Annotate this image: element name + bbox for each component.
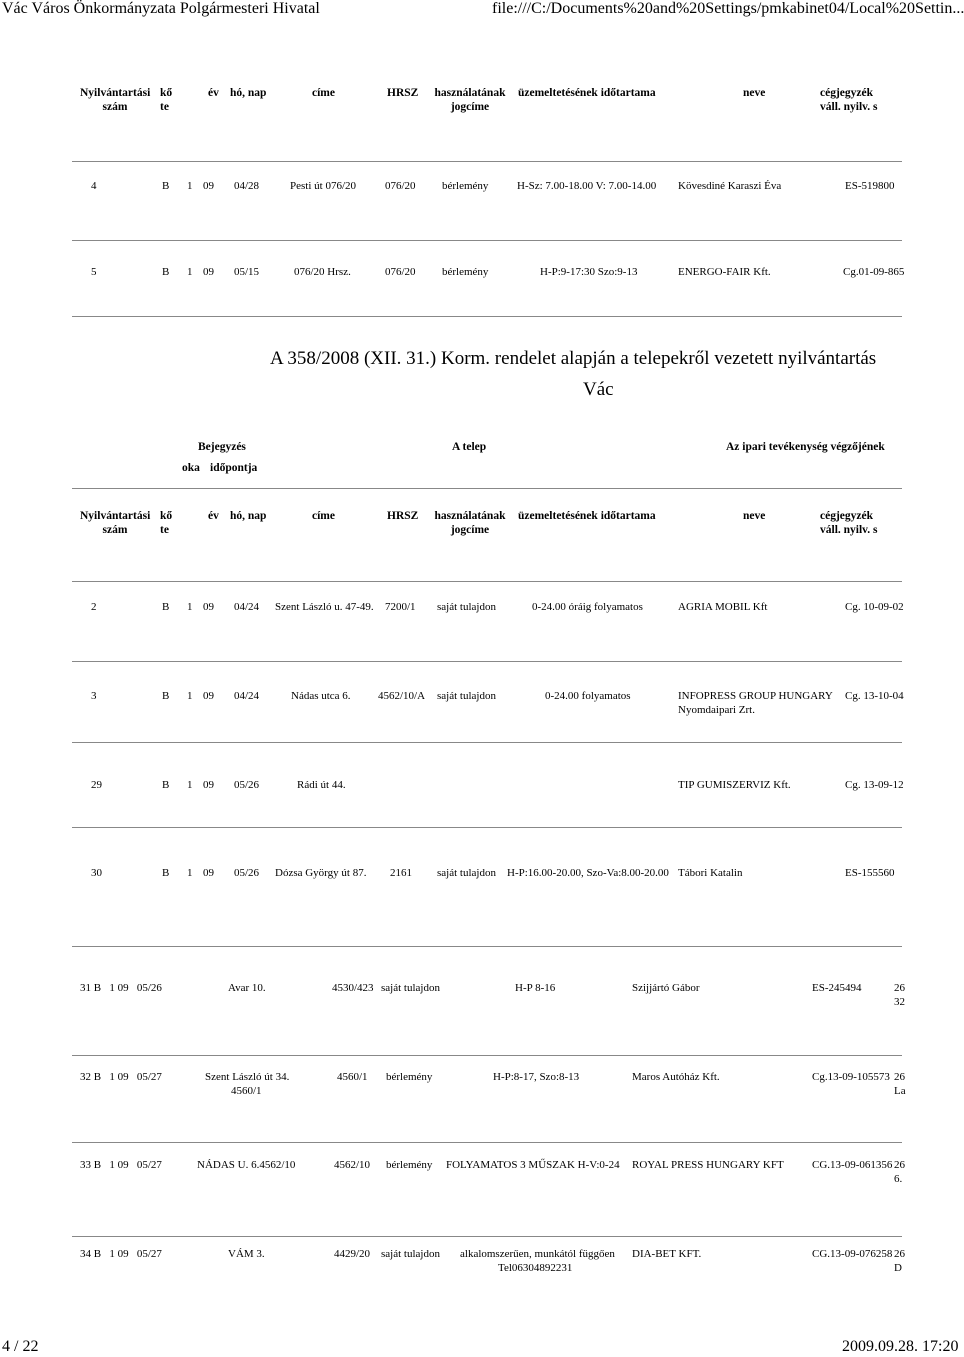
cell-neve: Kövesdiné Karaszi Éva bbox=[678, 180, 782, 192]
cell-cime: Dózsa György út 87. bbox=[275, 867, 367, 879]
cell-one: 1 bbox=[187, 690, 193, 702]
header-vall-nyilv: váll. nyilv. s bbox=[820, 101, 878, 113]
cell-cegjegyzek: Cg.01-09-865 bbox=[843, 266, 905, 278]
cell-cime: Rádi út 44. bbox=[297, 779, 346, 791]
header-jogcime: jogcíme bbox=[450, 101, 490, 113]
cell-cegjegyzek: Cg. 10-09-02 bbox=[845, 601, 904, 613]
cell-ho-nap: 05/26 bbox=[234, 779, 260, 791]
divider bbox=[72, 1142, 902, 1143]
cell-cegjegyzek: ES-155560 bbox=[845, 867, 895, 879]
divider bbox=[72, 581, 902, 582]
cell-one: 1 bbox=[187, 266, 193, 278]
cell-neve: TIP GUMISZERVIZ Kft. bbox=[678, 779, 791, 791]
cell-uzemeltetes: H-P:16.00-20.00, Szo-Va:8.00-20.00 bbox=[507, 867, 669, 879]
cell-ev: 09 bbox=[203, 867, 214, 879]
cell-cegjegyzek: Cg.13-09-105573 bbox=[812, 1071, 890, 1083]
cell-neve: DIA-BET KFT. bbox=[632, 1248, 702, 1260]
header-neve: neve bbox=[743, 87, 766, 99]
cell-hrsz: 4562/10 bbox=[334, 1159, 371, 1171]
cell-b: B bbox=[162, 779, 170, 791]
cell-no: 5 bbox=[91, 266, 97, 278]
cell-no: 2 bbox=[91, 601, 97, 613]
cell-hrsz: 4429/20 bbox=[334, 1248, 371, 1260]
cell-cime: NÁDAS U. 6.4562/10 bbox=[197, 1159, 296, 1171]
cell-hrsz: 2161 bbox=[390, 867, 412, 879]
header-ev: év bbox=[208, 87, 219, 99]
header-nyilvantartasi: Nyilvántartási bbox=[80, 87, 151, 99]
cell-ho-nap: 05/26 bbox=[234, 867, 260, 879]
header-cime: címe bbox=[312, 510, 335, 522]
cell-ho-nap: 04/24 bbox=[234, 601, 260, 613]
group-header-bejegyzes: Bejegyzés bbox=[198, 441, 246, 453]
header-neve: neve bbox=[743, 510, 766, 522]
cell-uzemeltetes: H-Sz: 7.00-18.00 V: 7.00-14.00 bbox=[517, 180, 657, 192]
section-city: Vác bbox=[583, 379, 614, 400]
cell-one: 1 bbox=[187, 867, 193, 879]
cell-cegjegyzek: CG.13-09-061356 bbox=[812, 1159, 893, 1171]
header-ho-nap: hó, nap bbox=[230, 510, 267, 522]
cell-ev: 09 bbox=[203, 779, 214, 791]
divider bbox=[72, 827, 902, 828]
cell-no: 29 bbox=[91, 779, 102, 791]
divider bbox=[72, 946, 902, 947]
cell-jogcime: bérlemény bbox=[442, 266, 489, 278]
page-counter: 4 / 22 bbox=[2, 1338, 39, 1355]
browser-page-url: file:///C:/Documents%20and%20Settings/pmkabinet04/Local%20Settin... bbox=[492, 0, 964, 17]
header-hrsz: HRSZ bbox=[387, 87, 419, 99]
cell-tail: 26 bbox=[894, 1071, 905, 1083]
cell-no: 4 bbox=[91, 180, 97, 192]
cell-cegjegyzek: Cg. 13-10-04 bbox=[845, 690, 904, 702]
group-header-ipari: Az ipari tevékenység végzőjének bbox=[726, 441, 885, 453]
print-datetime: 2009.09.28. 17:20 bbox=[842, 1338, 959, 1355]
cell-uzemeltetes-line2: Tel06304892231 bbox=[498, 1262, 573, 1274]
cell-row-lead: 34 B 1 09 05/27 bbox=[80, 1248, 162, 1260]
cell-hrsz: 076/20 bbox=[385, 180, 416, 192]
cell-jogcime: saját tulajdon bbox=[437, 690, 496, 702]
cell-uzemeltetes: H-P 8-16 bbox=[515, 982, 556, 994]
subheader-idopontja: időpontja bbox=[210, 462, 258, 474]
header-uzemeltetes: üzemeltetésének időtartama bbox=[518, 87, 656, 99]
header-cegjegyzek: cégjegyzék bbox=[820, 87, 873, 99]
cell-jogcime: saját tulajdon bbox=[381, 1248, 440, 1260]
cell-no: 30 bbox=[91, 867, 102, 879]
header-jogcime: jogcíme bbox=[450, 524, 490, 536]
cell-jogcime: saját tulajdon bbox=[381, 982, 440, 994]
cell-tail-line2: La bbox=[894, 1085, 906, 1097]
header-ho-nap: hó, nap bbox=[230, 87, 267, 99]
cell-row-lead: 33 B 1 09 05/27 bbox=[80, 1159, 162, 1171]
cell-neve: Maros Autóház Kft. bbox=[632, 1071, 720, 1083]
cell-neve: Tábori Katalin bbox=[678, 867, 743, 879]
header-cegjegyzek: cégjegyzék bbox=[820, 510, 873, 522]
cell-cime: Pesti út 076/20 bbox=[290, 180, 357, 192]
cell-tail: 26 bbox=[894, 982, 905, 994]
header-te: te bbox=[160, 101, 169, 113]
header-hasznalatanak: használatának bbox=[434, 87, 506, 99]
subheader-oka: oka bbox=[182, 462, 200, 474]
section-title: A 358/2008 (XII. 31.) Korm. rendelet alapján a telepekről vezetett nyilvántartás bbox=[270, 348, 877, 369]
header-ko: kő bbox=[160, 510, 173, 522]
cell-cegjegyzek: ES-245494 bbox=[812, 982, 862, 994]
cell-cime-line2: 4560/1 bbox=[231, 1085, 262, 1097]
header-szam: szám bbox=[102, 524, 128, 536]
cell-jogcime: saját tulajdon bbox=[437, 867, 496, 879]
cell-b: B bbox=[162, 266, 170, 278]
cell-hrsz: 4530/423 bbox=[332, 982, 374, 994]
cell-neve-line2: Nyomdaipari Zrt. bbox=[678, 704, 755, 716]
cell-b: B bbox=[162, 690, 170, 702]
cell-cime: Szent László u. 47-49. bbox=[275, 601, 374, 613]
header-uzemeltetes: üzemeltetésének időtartama bbox=[518, 510, 656, 522]
cell-one: 1 bbox=[187, 601, 193, 613]
cell-uzemeltetes: H-P:8-17, Szo:8-13 bbox=[493, 1071, 580, 1083]
cell-jogcime: saját tulajdon bbox=[437, 601, 496, 613]
cell-ev: 09 bbox=[203, 266, 214, 278]
cell-one: 1 bbox=[187, 779, 193, 791]
header-nyilvantartasi: Nyilvántartási bbox=[80, 510, 151, 522]
cell-row-lead: 31 B 1 09 05/26 bbox=[80, 982, 162, 994]
cell-uzemeltetes: H-P:9-17:30 Szo:9-13 bbox=[540, 266, 638, 278]
header-vall-nyilv: váll. nyilv. s bbox=[820, 524, 878, 536]
cell-hrsz: 076/20 bbox=[385, 266, 416, 278]
divider bbox=[72, 742, 902, 743]
cell-cime: Nádas utca 6. bbox=[291, 690, 351, 702]
divider bbox=[72, 1055, 902, 1056]
cell-tail-line2: 32 bbox=[894, 996, 905, 1008]
cell-neve: Szijjártó Gábor bbox=[632, 982, 700, 994]
header-cime: címe bbox=[312, 87, 335, 99]
cell-ev: 09 bbox=[203, 601, 214, 613]
header-szam: szám bbox=[102, 101, 128, 113]
cell-hrsz: 7200/1 bbox=[385, 601, 416, 613]
cell-ho-nap: 04/28 bbox=[234, 180, 260, 192]
cell-hrsz: 4562/10/A bbox=[378, 690, 426, 702]
cell-jogcime: bérlemény bbox=[386, 1071, 433, 1083]
cell-neve: INFOPRESS GROUP HUNGARY bbox=[678, 690, 833, 702]
divider bbox=[72, 161, 902, 162]
cell-tail-line2: 6. bbox=[894, 1173, 903, 1185]
cell-tail: 26 bbox=[894, 1159, 905, 1171]
cell-uzemeltetes: 0-24.00 folyamatos bbox=[545, 690, 631, 702]
divider bbox=[72, 661, 902, 662]
cell-ev: 09 bbox=[203, 180, 214, 192]
header-ev: év bbox=[208, 510, 219, 522]
cell-tail: 26 bbox=[894, 1248, 905, 1260]
cell-neve: ROYAL PRESS HUNGARY KFT bbox=[632, 1159, 784, 1171]
cell-one: 1 bbox=[187, 180, 193, 192]
cell-b: B bbox=[162, 867, 170, 879]
divider bbox=[72, 1236, 902, 1237]
cell-ev: 09 bbox=[203, 690, 214, 702]
cell-cegjegyzek: CG.13-09-076258 bbox=[812, 1248, 893, 1260]
cell-cegjegyzek: ES-519800 bbox=[845, 180, 895, 192]
cell-cegjegyzek: Cg. 13-09-12 bbox=[845, 779, 904, 791]
cell-ho-nap: 05/15 bbox=[234, 266, 260, 278]
cell-cime: Avar 10. bbox=[228, 982, 266, 994]
divider bbox=[72, 240, 902, 241]
divider bbox=[72, 316, 902, 317]
cell-no: 3 bbox=[91, 690, 97, 702]
cell-jogcime: bérlemény bbox=[442, 180, 489, 192]
cell-jogcime: bérlemény bbox=[386, 1159, 433, 1171]
cell-neve: ENERGO-FAIR Kft. bbox=[678, 266, 771, 278]
header-te: te bbox=[160, 524, 169, 536]
header-hasznalatanak: használatának bbox=[434, 510, 506, 522]
cell-row-lead: 32 B 1 09 05/27 bbox=[80, 1071, 162, 1083]
cell-ho-nap: 04/24 bbox=[234, 690, 260, 702]
divider bbox=[72, 488, 902, 489]
cell-b: B bbox=[162, 180, 170, 192]
cell-uzemeltetes: FOLYAMATOS 3 MŰSZAK H-V:0-24 bbox=[446, 1159, 620, 1171]
cell-tail-line2: D bbox=[894, 1262, 902, 1274]
group-header-telep: A telep bbox=[452, 441, 487, 453]
cell-neve: AGRIA MOBIL Kft bbox=[678, 601, 768, 613]
header-hrsz: HRSZ bbox=[387, 510, 419, 522]
cell-cime: 076/20 Hrsz. bbox=[294, 266, 351, 278]
header-ko: kő bbox=[160, 87, 173, 99]
cell-uzemeltetes: 0-24.00 óráig folyamatos bbox=[532, 601, 643, 613]
browser-page-title: Vác Város Önkormányzata Polgármesteri Hivatal bbox=[2, 0, 320, 17]
cell-uzemeltetes: alkalomszerűen, munkától függően bbox=[460, 1248, 615, 1260]
cell-cime: VÁM 3. bbox=[228, 1248, 265, 1260]
cell-b: B bbox=[162, 601, 170, 613]
cell-cime: Szent László út 34. bbox=[205, 1071, 290, 1083]
cell-hrsz: 4560/1 bbox=[337, 1071, 368, 1083]
